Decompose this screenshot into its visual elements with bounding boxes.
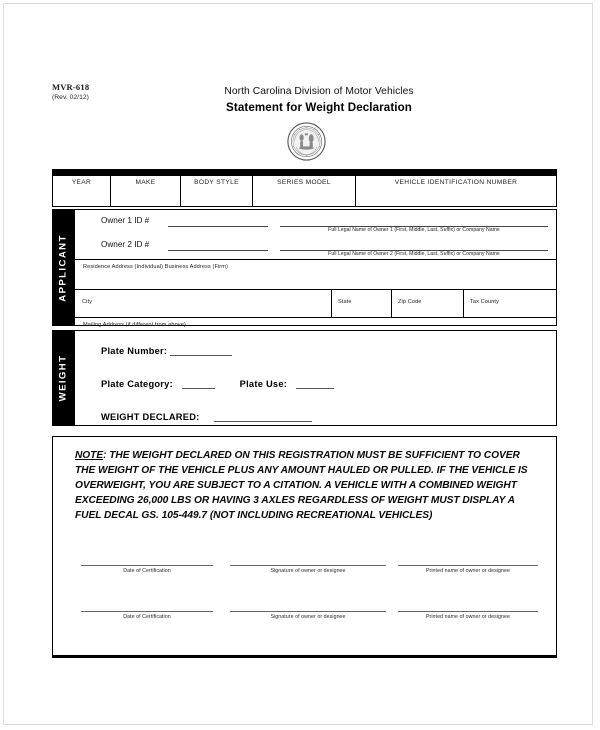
owner2-id-input[interactable]	[168, 250, 268, 251]
applicant-section	[52, 209, 557, 326]
signature-rule	[398, 565, 538, 566]
note-keyword: NOTE	[75, 450, 104, 461]
plate-use-input[interactable]	[296, 378, 334, 389]
owner1-label: Owner 1 ID #	[101, 216, 150, 225]
plate-category-input[interactable]	[182, 378, 215, 389]
vehicle-information-table	[52, 169, 557, 207]
mailing-address-label: Mailing Address (if different from above)	[83, 322, 186, 328]
date-of-certification-caption: Date of Certification	[123, 568, 171, 574]
form-page	[3, 3, 593, 725]
printed-name-2[interactable]	[398, 611, 538, 620]
plate-category-label: Plate Category:	[101, 379, 173, 389]
signature-rule	[398, 611, 538, 612]
note-body: : THE WEIGHT DECLARED ON THIS REGISTRATION MUST BE SUFFICIENT TO COVER THE WEIGHT OF THE VEHICLE PLUS ANY AMOUNT HAULED OR PULLED. IF THE VEHICLE IS OVERWEIGHT, YOU ARE SUBJECT TO A CITATION. A VEHICLE WITH A COMBINED WEIGHT EXCEEDING 26,000 LBS OR HAVING 3 AXLES REGARDLESS OF WEIGHT MUST DISPLAY A FUEL DECAL GS. 105-449.7 (NOT INCLUDING RECREATIONAL VEHICLES)	[75, 450, 528, 521]
form-number-block	[52, 83, 89, 101]
applicant-section-tab	[52, 209, 74, 326]
plate-number-label: Plate Number:	[101, 346, 168, 356]
tax-county-field[interactable]	[463, 290, 556, 317]
note-and-certification-box	[52, 436, 557, 658]
column-header-vin: VEHICLE IDENTIFICATION NUMBER	[394, 179, 518, 186]
tax-county-label: Tax County	[470, 299, 499, 305]
signature-rule	[230, 611, 386, 612]
state-field[interactable]	[331, 290, 392, 317]
form-revision: (Rev. 02/12)	[52, 93, 89, 101]
vehicle-table-top-bar	[52, 169, 557, 176]
owner2-row	[75, 237, 556, 261]
signature-rule	[81, 611, 213, 612]
plate-category-use-row	[101, 378, 556, 389]
weight-declared-label: WEIGHT DECLARED:	[101, 412, 200, 422]
weight-section	[52, 330, 557, 426]
owner1-id-input[interactable]	[168, 226, 268, 227]
owner2-name-caption: Full Legal Name of Owner 2 (First, Middle, Last, Suffix) or Company Name	[328, 251, 500, 257]
signature-rule	[81, 565, 213, 566]
owner1-name-caption: Full Legal Name of Owner 1 (First, Middle, Last, Suffix) or Company Name	[328, 227, 500, 233]
plate-number-input[interactable]	[170, 345, 232, 356]
date-of-certification-caption: Date of Certification	[123, 614, 171, 620]
note-paragraph	[75, 449, 542, 523]
form-code: MVR-618	[52, 82, 90, 92]
signature-caption: Signature of owner or designee	[270, 568, 346, 574]
table-row	[53, 176, 557, 207]
state-label: State	[338, 299, 352, 305]
date-of-certification-2[interactable]	[81, 611, 213, 620]
weight-declared-row	[101, 411, 556, 422]
signature-of-owner-2[interactable]	[230, 611, 386, 620]
signature-of-owner-1[interactable]	[230, 565, 386, 574]
weight-tab-label: WEIGHT	[57, 354, 69, 402]
agency-name: North Carolina Division of Motor Vehicles	[224, 86, 414, 97]
column-header-series-model: SERIES MODEL	[253, 176, 356, 207]
owner1-row	[75, 213, 556, 237]
weight-declared-input[interactable]	[214, 411, 312, 422]
title-block	[154, 86, 484, 114]
date-of-certification-1[interactable]	[81, 565, 213, 574]
printed-name-caption: Printed name of owner or designee	[425, 568, 511, 574]
printed-name-1[interactable]	[398, 565, 538, 574]
city-state-zip-row	[75, 290, 556, 318]
owner-rows	[75, 210, 556, 260]
column-header-make: MAKE	[111, 176, 181, 207]
residence-address-field[interactable]	[75, 260, 556, 290]
page-title: Statement for Weight Declaration	[226, 101, 412, 114]
signature-row-1	[53, 565, 556, 591]
plate-use-label: Plate Use:	[239, 379, 288, 389]
signature-row-2	[53, 611, 556, 637]
plate-number-row	[101, 345, 556, 356]
signature-rule	[230, 565, 386, 566]
north-carolina-state-seal-icon	[287, 122, 326, 161]
city-field[interactable]	[75, 290, 332, 317]
column-header-body-style: BODY STYLE	[181, 176, 253, 207]
weight-section-tab	[52, 330, 74, 426]
applicant-tab-label: APPLICANT	[57, 233, 69, 302]
signature-caption: Signature of owner or designee	[270, 614, 346, 620]
column-header-year: YEAR	[53, 176, 111, 207]
city-label: City	[82, 299, 93, 305]
residence-address-label: Residence Address (Individual) Business Address (Firm)	[83, 264, 228, 270]
printed-name-caption: Printed name of owner or designee	[425, 614, 511, 620]
zip-code-field[interactable]	[391, 290, 464, 317]
owner2-label: Owner 2 ID #	[101, 240, 150, 249]
zip-code-label: Zip Code	[398, 299, 422, 305]
